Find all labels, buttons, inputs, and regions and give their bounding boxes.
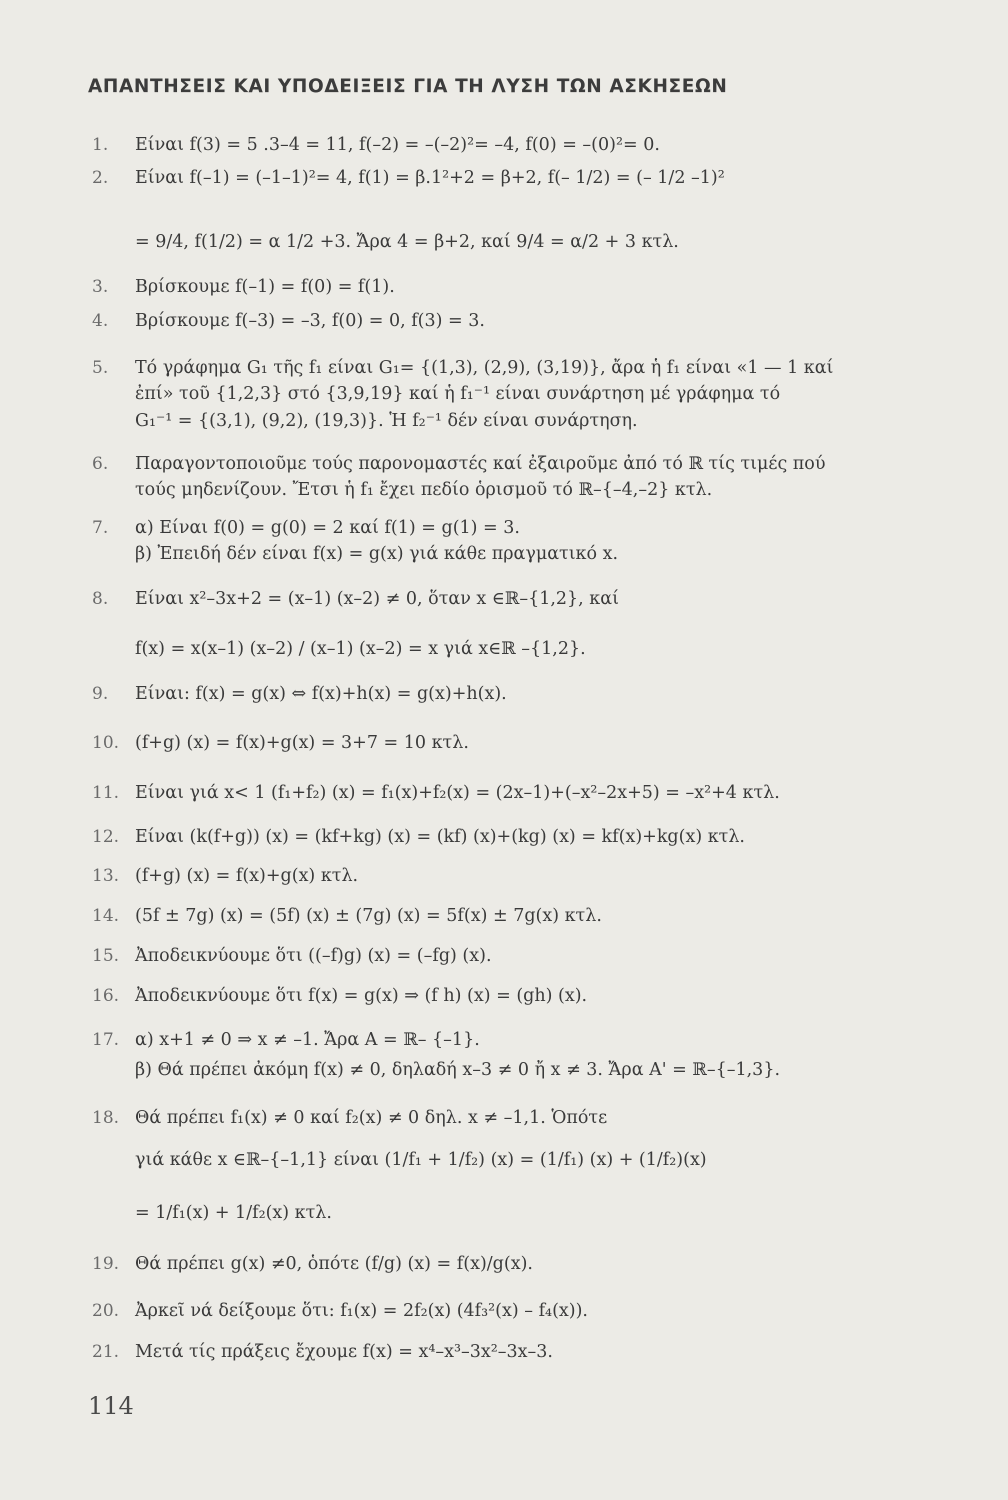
answer-number: 8. (92, 589, 109, 609)
answer-number: 17. (92, 1030, 120, 1050)
answer-text: Είναι f(3) = 5 .3–4 = 11, f(–2) = –(–2)²= –4, f(0) = –(0)²= 0. (135, 135, 660, 155)
answer-text: Ἀποδεικνύουμε ὅτι ((–f)g) (x) = (–fg) (x). (135, 946, 492, 966)
answer-text: = 1/f₁(x) + 1/f₂(x) κτλ. (135, 1203, 332, 1223)
page-number: 114 (88, 1392, 134, 1420)
answer-number: 4. (92, 311, 109, 331)
answer-text: = 9/4, f(1/2) = α 1/2 +3. Ἄρα 4 = β+2, καί 9/4 = α/2 + 3 κτλ. (135, 232, 679, 252)
answer-number: 11. (92, 783, 120, 803)
answer-text: Τό γράφημα G₁ τῆς f₁ είναι G₁= {(1,3), (2,9), (3,19)}, ἄρα ἡ f₁ είναι «1 — 1 καί (135, 358, 834, 378)
answer-text: Ἀποδεικνύουμε ὅτι f(x) = g(x) ⇒ (f h) (x) = (gh) (x). (135, 986, 588, 1006)
answer-text: Ἀρκεῖ νά δείξουμε ὅτι: f₁(x) = 2f₂(x) (4f₃²(x) – f₄(x)). (135, 1301, 588, 1321)
answer-number: 7. (92, 518, 109, 538)
answer-number: 1. (92, 135, 109, 155)
page-header: ΑΠΑΝΤΗΣΕΙΣ ΚΑΙ ΥΠΟΔΕΙΞΕΙΣ ΓΙΑ ΤΗ ΛΥΣΗ ΤΩΝ ΑΣΚΗΣΕΩΝ (88, 76, 728, 97)
answer-text: β) Θά πρέπει ἀκόμη f(x) ≠ 0, δηλαδή x–3 ≠ 0 ἤ x ≠ 3. Ἄρα A' = ℝ–{–1,3}. (135, 1060, 781, 1080)
answer-text: ἐπί» τοῦ {1,2,3} στό {3,9,19} καί ἡ f₁⁻¹ είναι συνάρτηση μέ γράφημα τό (135, 384, 781, 404)
answer-text: β) Ἐπειδή δέν είναι f(x) = g(x) γιά κάθε πραγματικό x. (135, 544, 619, 564)
answer-text: Μετά τίς πράξεις ἔχουμε f(x) = x⁴–x³–3x²–3x–3. (135, 1342, 553, 1362)
answer-text: (f+g) (x) = f(x)+g(x) κτλ. (135, 866, 359, 886)
answer-text: Είναι: f(x) = g(x) ⇔ f(x)+h(x) = g(x)+h(x). (135, 684, 507, 704)
answer-number: 21. (92, 1342, 120, 1362)
answer-number: 14. (92, 906, 120, 926)
answer-text: f(x) = x(x–1) (x–2) / (x–1) (x–2) = x γιά x∈ℝ –{1,2}. (135, 639, 586, 659)
answer-text: Θά πρέπει f₁(x) ≠ 0 καί f₂(x) ≠ 0 δηλ. x ≠ –1,1. Ὁπότε (135, 1108, 608, 1128)
answer-number: 9. (92, 684, 109, 704)
answer-number: 19. (92, 1254, 120, 1274)
answer-number: 15. (92, 946, 120, 966)
answer-number: 18. (92, 1108, 120, 1128)
answer-text: Είναι x²–3x+2 = (x–1) (x–2) ≠ 0, ὅταν x ∈ℝ–{1,2}, καί (135, 589, 619, 609)
answer-text: (5f ± 7g) (x) = (5f) (x) ± (7g) (x) = 5f(x) ± 7g(x) κτλ. (135, 906, 602, 926)
answer-number: 12. (92, 827, 120, 847)
answer-text: Βρίσκουμε f(–1) = f(0) = f(1). (135, 277, 395, 297)
answer-text: G₁⁻¹ = {(3,1), (9,2), (19,3)}. Ἡ f₂⁻¹ δέν είναι συνάρτηση. (135, 411, 638, 431)
answer-text: Βρίσκουμε f(–3) = –3, f(0) = 0, f(3) = 3. (135, 311, 485, 331)
answer-text: γιά κάθε x ∈ℝ–{–1,1} είναι (1/f₁ + 1/f₂) (x) = (1/f₁) (x) + (1/f₂)(x) (135, 1150, 707, 1170)
answer-number: 13. (92, 866, 120, 886)
answer-text: (f+g) (x) = f(x)+g(x) = 3+7 = 10 κτλ. (135, 733, 469, 753)
answer-text: Είναι f(–1) = (–1–1)²= 4, f(1) = β.1²+2 = β+2, f(– 1/2) = (– 1/2 –1)² (135, 168, 725, 188)
answer-text: Παραγοντοποιοῦμε τούς παρονομαστές καί ἐξαιροῦμε ἀπό τό ℝ τίς τιμές πού (135, 454, 826, 474)
answer-text: Θά πρέπει g(x) ≠0, ὁπότε (f/g) (x) = f(x)/g(x). (135, 1254, 533, 1274)
answer-number: 16. (92, 986, 120, 1006)
answer-text: α) x+1 ≠ 0 ⇒ x ≠ –1. Ἄρα A = ℝ– {–1}. (135, 1030, 480, 1050)
answer-number: 5. (92, 358, 109, 378)
answer-number: 20. (92, 1301, 120, 1321)
answer-text: Είναι (k(f+g)) (x) = (kf+kg) (x) = (kf) (x)+(kg) (x) = kf(x)+kg(x) κτλ. (135, 827, 745, 847)
answer-number: 3. (92, 277, 109, 297)
answer-number: 6. (92, 454, 109, 474)
answer-text: Είναι γιά x< 1 (f₁+f₂) (x) = f₁(x)+f₂(x) = (2x–1)+(–x²–2x+5) = –x²+4 κτλ. (135, 783, 780, 803)
answer-number: 2. (92, 168, 109, 188)
answer-text: α) Είναι f(0) = g(0) = 2 καί f(1) = g(1) = 3. (135, 518, 520, 538)
answer-number: 10. (92, 733, 120, 753)
answer-text: τούς μηδενίζουν. Ἔτσι ἡ f₁ ἔχει πεδίο ὁρισμοῦ τό ℝ–{–4,–2} κτλ. (135, 480, 713, 500)
